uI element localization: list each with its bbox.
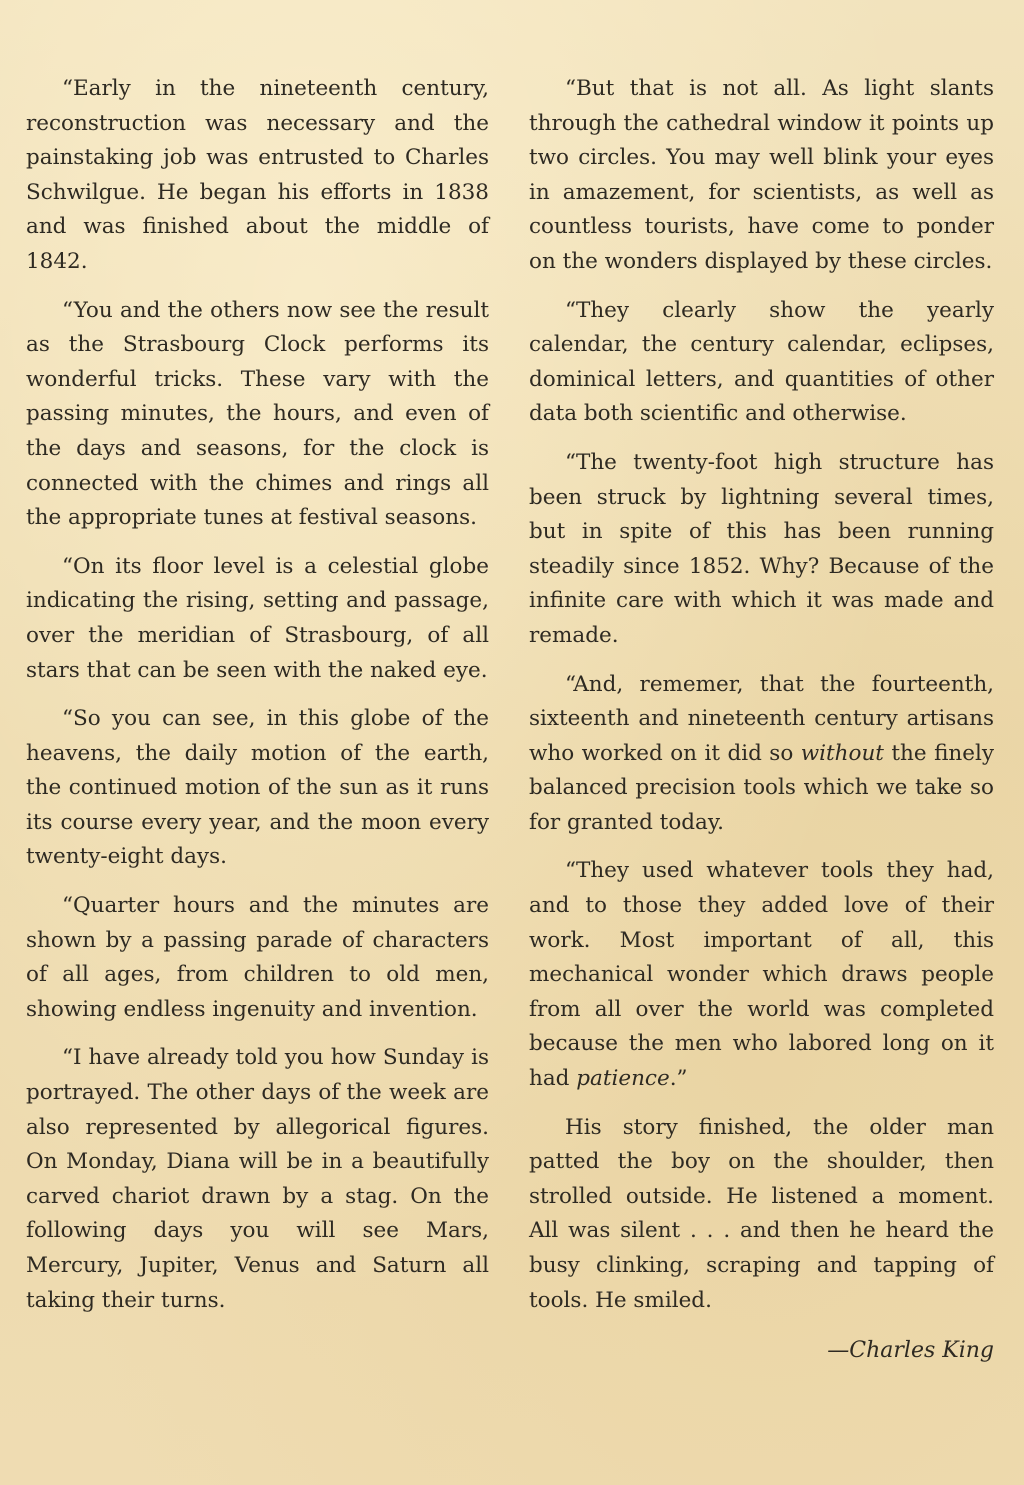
paragraph: His story finished, the older man patted the boy on the shoulder, then strolled outside. He listened a moment. All was silent . . . and then he heard the busy clinking, scraping and tapping of tools. He smiled. [529, 1114, 994, 1313]
author-signature: —Charles King [827, 1338, 994, 1364]
paragraph: “On its floor level is a celestial globe indicating the rising, setting and passage, over the meridian of Strasbourg, of all stars that can be seen with the naked eye. [26, 553, 489, 683]
paragraph [529, 854, 994, 1096]
emphasis-without: without [800, 740, 884, 766]
paragraph: “Early in the nineteenth century, reconstruction was necessary and the painstaking job was entrusted to Charles Schwilgue. He began his efforts in 1838 and was finished about the middle of 1842. [26, 76, 489, 274]
paragraph: “You and the others now see the result as the Strasbourg Clock performs its wonderful tricks. These vary with the passing minutes, the hours, and even of the days and seasons, for the clock is connected with the chimes and rings all the appropriate tunes at festival seasons. [26, 297, 489, 531]
paragraph [529, 668, 994, 841]
paragraph: “Quarter hours and the minutes are shown by a passing parade of characters of all ages, from children to old men, showing endless ingenuity and invention. [26, 893, 489, 1022]
paragraph-text: “And, rememer, that the fourteenth, sixteenth and nineteenth century artisans who worked on it did so [529, 671, 994, 766]
paragraph: “I have already told you how Sunday is portrayed. The other days of the week are also represented by allegorical figures. On Monday, Diana will be in a beautifully carved chariot drawn by a stag. On the following days you will see Mars, Mercury, Jupiter, Venus and Saturn all taking their turns. [26, 1045, 489, 1313]
left-column [26, 72, 489, 1332]
paragraph: “They clearly show the yearly calendar, the century calendar, eclipses, dominical letters, and quantities of other data both scientific and otherwise. [529, 297, 994, 427]
right-column [529, 72, 994, 1369]
paragraph: “So you can see, in this globe of the heavens, the daily motion of the earth, the continued motion of the sun as it runs its course every year, and the moon every twenty-eight days. [26, 706, 489, 870]
paragraph-text: .” [669, 1066, 688, 1092]
paragraph-text: the finely balanced precision tools which we take so for granted today. [529, 740, 995, 835]
paragraph: “But that is not all. As light slants through the cathedral window it points up two circles. You may well blink your eyes in amazement, for scientists, as well as countless tourists, have come to ponder on the wonders displayed by these circles. [529, 76, 994, 274]
paragraph-text: “They used whatever tools they had, and to those they added love of their work. Most important of all, this mechanical wonder which draws people from all over the world was completed because the men who labored long on it had [529, 858, 994, 1092]
emphasis-patience: patience [576, 1066, 670, 1092]
paragraph: “The twenty-foot high structure has been struck by lightning several times, but in spite of this has been running steadily since 1852. Why? Because of the infinite care with which it was made and remade. [529, 449, 994, 648]
